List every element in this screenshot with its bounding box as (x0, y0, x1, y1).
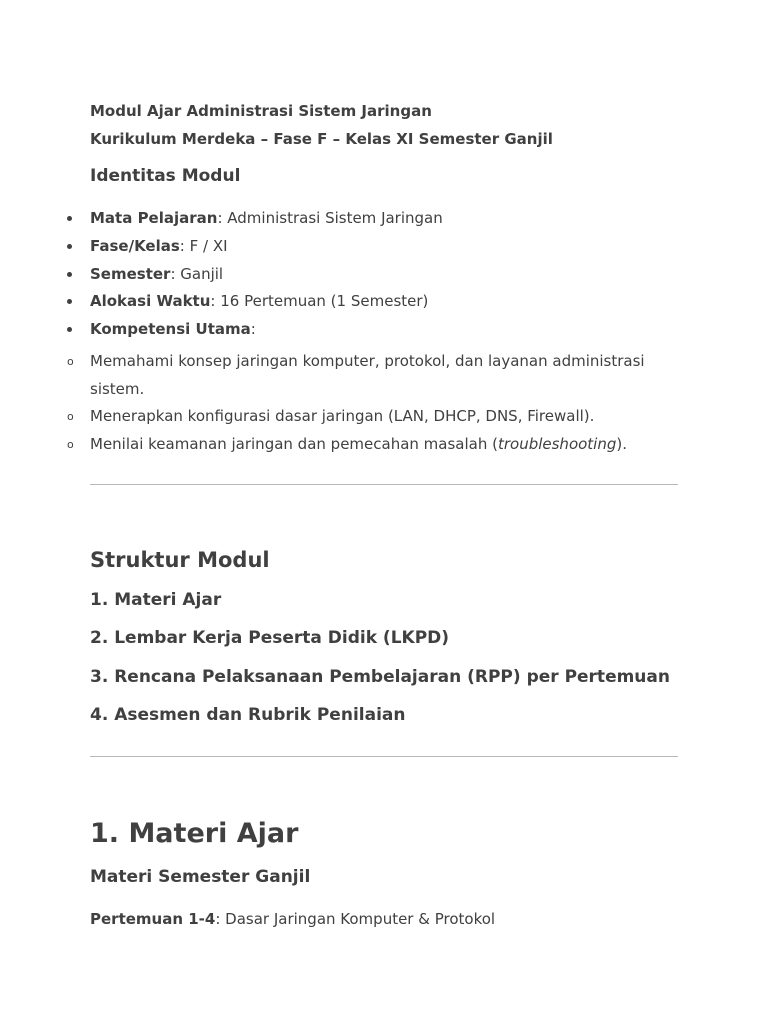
item-value: : (250, 320, 256, 338)
sub-bullet-marker: o (67, 355, 74, 368)
sub-list-item (90, 435, 627, 453)
item-label: Kompetensi Utama (90, 320, 251, 338)
horizontal-rule (90, 484, 678, 485)
text-run: ). (616, 435, 627, 453)
identitas-heading: Identitas Modul (90, 166, 241, 186)
bullet-marker (67, 216, 72, 221)
bullet-marker (67, 299, 72, 304)
struktur-item: 3. Rencana Pelaksanaan Pembelajaran (RPP) per Pertemuan (90, 667, 670, 687)
pertemuan-line (90, 910, 495, 928)
struktur-item: 2. Lembar Kerja Peserta Didik (LKPD) (90, 628, 450, 648)
item-label: Semester (90, 265, 171, 283)
module-title: Modul Ajar Administrasi Sistem Jaringan (90, 102, 432, 120)
sub-bullet-marker: o (67, 410, 74, 423)
materi-subheading: Materi Semester Ganjil (90, 867, 311, 887)
struktur-item: 4. Asesmen dan Rubrik Penilaian (90, 705, 406, 725)
bullet-marker (67, 327, 72, 332)
pertemuan-label: Pertemuan 1-4 (90, 910, 216, 928)
item-label: Fase/Kelas (90, 237, 180, 255)
item-value: : Ganjil (170, 265, 224, 283)
list-item (90, 320, 256, 338)
sub-bullet-marker: o (67, 438, 74, 451)
item-value: : Administrasi Sistem Jaringan (217, 209, 443, 227)
bullet-marker (67, 272, 72, 277)
pertemuan-value: : Dasar Jaringan Komputer & Protokol (215, 910, 496, 928)
item-label: Alokasi Waktu (90, 292, 211, 310)
materi-heading: 1. Materi Ajar (90, 818, 299, 849)
struktur-heading: Struktur Modul (90, 548, 270, 572)
list-item (90, 292, 428, 310)
item-value: : 16 Pertemuan (1 Semester) (210, 292, 429, 310)
italic-term: troubleshooting (497, 435, 617, 453)
sub-list-item: Menerapkan konfigurasi dasar jaringan (LAN, DHCP, DNS, Firewall). (90, 407, 595, 425)
sub-list-item: Memahami konsep jaringan komputer, protokol, dan layanan administrasi (90, 352, 645, 370)
list-item (90, 237, 228, 255)
item-label: Mata Pelajaran (90, 209, 218, 227)
struktur-item: 1. Materi Ajar (90, 590, 222, 610)
sub-list-item-continuation: sistem. (90, 380, 145, 398)
list-item (90, 265, 223, 283)
list-item (90, 209, 443, 227)
text-run: Menilai keamanan jaringan dan pemecahan masalah ( (90, 435, 498, 453)
bullet-marker (67, 244, 72, 249)
module-subtitle: Kurikulum Merdeka – Fase F – Kelas XI Semester Ganjil (90, 130, 553, 148)
horizontal-rule (90, 756, 678, 757)
item-value: : F / XI (179, 237, 228, 255)
